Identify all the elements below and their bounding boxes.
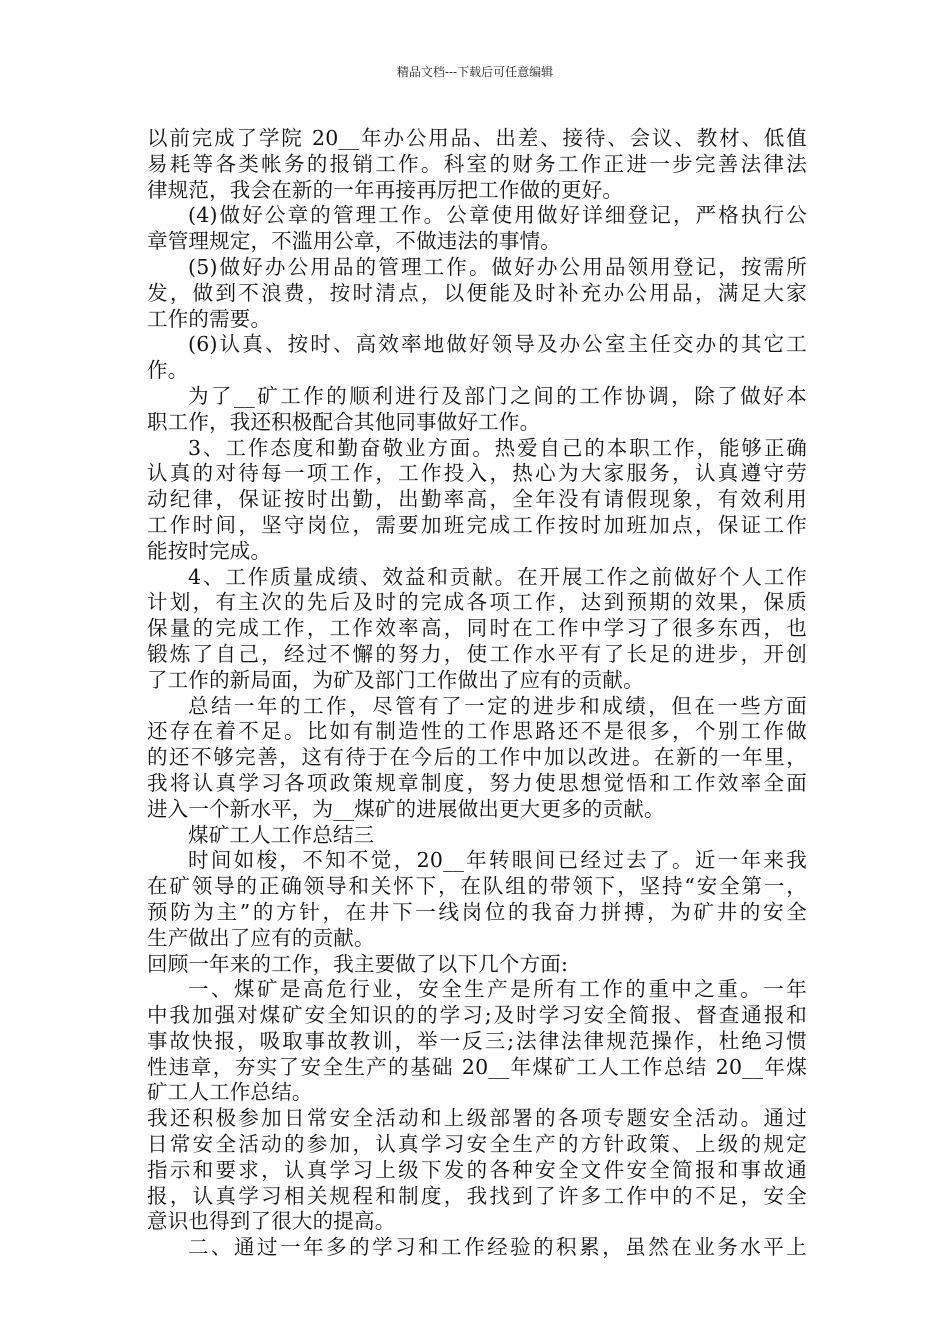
- text-line: 回顾一年来的工作，我主要做了以下几个方面:: [147, 951, 569, 976]
- text-line: 动纪律，保证按时出勤，出勤率高，全年没有请假现象，有效利用: [147, 487, 807, 512]
- text-line: 为了__矿工作的顺利进行及部门之间的工作协调，除了做好本: [188, 383, 807, 408]
- text-line: 事故快报，吸取事故教训，举一反三;法律法律规范操作，杜绝习惯: [147, 1028, 807, 1053]
- text-line: 律规范，我会在新的一年再接再厉把工作做的更好。: [147, 177, 624, 202]
- text-line: 矿工人工作总结。: [147, 1080, 313, 1105]
- text-line: 保量的完成工作，工作效率高，同时在工作中学习了很多东西，也: [147, 616, 807, 641]
- text-line: 工作的需要。: [147, 306, 272, 331]
- text-line: 了工作的新局面，为矿及部门工作做出了应有的贡献。: [147, 667, 644, 692]
- text-line: 一、煤矿是高危行业，安全生产是所有工作的重中之重。一年: [188, 977, 807, 1002]
- text-line: 我还积极参加日常安全活动和上级部署的各项专题安全活动。通过: [147, 1106, 807, 1131]
- text-line: 计划，有主次的先后及时的完成各项工作，达到预期的效果，保质: [147, 590, 807, 615]
- text-line: 发，做到不浪费，按时清点，以便能及时补充办公用品，满足大家: [147, 280, 807, 305]
- text-line: 日常安全活动的参加，认真学习安全生产的方针政策、上级的规定: [147, 1132, 807, 1157]
- text-line: 报，认真学习相关规程和制度，我找到了许多工作中的不足，安全: [147, 1183, 807, 1208]
- text-line: (6)认真、按时、高效率地做好领导及办公室主任交办的其它工: [188, 332, 807, 357]
- text-line: 中我加强对煤矿安全知识的的学习;及时学习安全简报、督查通报和: [147, 1003, 807, 1028]
- text-line: 意识也得到了很大的提高。: [147, 1209, 396, 1234]
- text-line: 生产做出了应有的贡献。: [147, 925, 375, 950]
- text-line: 认真的对待每一项工作，工作投入，热心为大家服务，认真遵守劳: [147, 461, 807, 486]
- text-line: 以前完成了学院 20__年办公用品、出差、接待、会议、教材、低值: [147, 126, 807, 150]
- text-line: 的还不够完善，这有待于在今后的工作中加以改进。在新的一年里，: [147, 745, 807, 770]
- text-line: 3、工作态度和勤奋敬业方面。热爱自己的本职工作，能够正确: [188, 435, 807, 460]
- text-line: 在矿领导的正确领导和关怀下，在队组的带领下，坚持“安全第一，: [147, 874, 807, 899]
- text-line: 预防为主”的方针，在井下一线岗位的我奋力拼搏，为矿井的安全: [147, 899, 807, 924]
- text-line: 总结一年的工作，尽管有了一定的进步和成绩，但在一些方面: [188, 693, 807, 718]
- text-line: 还存在着不足。比如有制造性的工作思路还不是很多，个别工作做: [147, 719, 807, 744]
- text-line: 我将认真学习各项政策规章制度，努力使思想觉悟和工作效率全面: [147, 770, 807, 795]
- text-line: 指示和要求，认真学习上级下发的各种安全文件安全简报和事故通: [147, 1157, 807, 1182]
- text-line: 二、通过一年多的学习和工作经验的积累，虽然在业务水平上: [188, 1235, 807, 1260]
- text-line: 4、工作质量成绩、效益和贡献。在开展工作之前做好个人工作: [188, 564, 807, 589]
- text-line: 性违章，夯实了安全生产的基础 20__年煤矿工人工作总结 20__年煤: [147, 1054, 807, 1079]
- text-line: 进入一个新水平，为__煤矿的进展做出更大更多的贡献。: [147, 796, 665, 821]
- text-line: 作。: [147, 358, 189, 383]
- document-body: [147, 126, 807, 1261]
- text-line: 时间如梭，不知不觉，20__年转眼间已经过去了。近一年来我: [188, 848, 807, 873]
- page-header: 精品文档---下载后可任意编辑: [396, 65, 554, 79]
- text-line: 易耗等各类帐务的报销工作。科室的财务工作正进一步完善法律法: [147, 151, 807, 176]
- text-line: (4)做好公章的管理工作。公章使用做好详细登记，严格执行公: [188, 203, 807, 228]
- text-line: 锻炼了自己，经过不懈的努力，使工作水平有了长足的进步，开创: [147, 641, 807, 666]
- text-line: 工作时间，坚守岗位，需要加班完成工作按时加班加点，保证工作: [147, 512, 807, 537]
- text-line: 能按时完成。: [147, 538, 272, 563]
- text-line: 煤矿工人工作总结三: [188, 822, 375, 847]
- text-line: 章管理规定，不滥用公章，不做违法的事情。: [147, 229, 561, 254]
- text-line: (5)做好办公用品的管理工作。做好办公用品领用登记，按需所: [188, 254, 807, 279]
- text-line: 职工作，我还积极配合其他同事做好工作。: [147, 409, 541, 434]
